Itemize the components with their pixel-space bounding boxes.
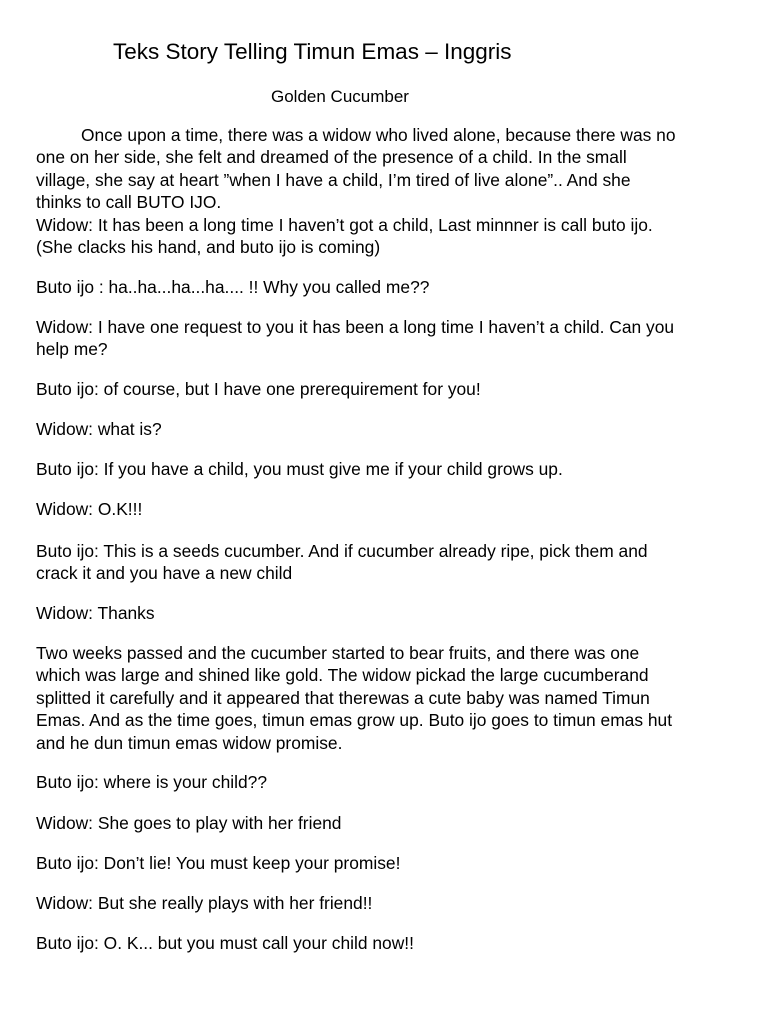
text-line: crack it and you have a new child <box>36 563 293 584</box>
text-line: which was large and shined like gold. The widow pickad the large cucumberand <box>36 665 649 686</box>
text-line: Widow: Thanks <box>36 603 155 623</box>
text-line: Widow: She goes to play with her friend <box>36 813 342 833</box>
dialogue-line <box>36 458 736 480</box>
text-line: Widow: But she really plays with her friend!! <box>36 893 373 913</box>
dialogue-line <box>36 540 736 585</box>
text-line: help me? <box>36 339 108 360</box>
text-line: splitted it carefully and it appeared that therewas a cute baby was named Timun <box>36 687 650 708</box>
text-line: and he dun timun emas widow promise. <box>36 732 343 753</box>
story-subtitle: Golden Cucumber <box>271 87 409 106</box>
text-line: Widow: what is? <box>36 419 162 439</box>
text-line: (She clacks his hand, and buto ijo is coming) <box>36 237 381 258</box>
dialogue-line <box>36 418 736 440</box>
text-line: Buto ijo : ha..ha...ha...ha.... !! Why you called me?? <box>36 277 430 297</box>
dialogue-line <box>36 932 736 954</box>
dialogue-line <box>36 812 736 834</box>
text-line: Buto ijo: where is your child?? <box>36 772 268 792</box>
text-line: thinks to call BUTO IJO. <box>36 192 222 213</box>
text-line: one on her side, she felt and dreamed of the presence of a child. In the small <box>36 147 627 168</box>
dialogue-line <box>36 892 736 914</box>
text-line: Widow: I have one request to you it has been a long time I haven’t a child. Can you <box>36 317 675 337</box>
text-line: Widow: It has been a long time I haven’t got a child, Last minnner is call buto ijo. <box>36 214 653 235</box>
document-title: Teks Story Telling Timun Emas – Inggris <box>113 39 512 64</box>
dialogue-line <box>36 498 736 520</box>
text-line: Buto ijo: This is a seeds cucumber. And if cucumber already ripe, pick them and <box>36 541 648 561</box>
dialogue-line <box>36 316 736 361</box>
text-line: Buto ijo: O. K... but you must call your child now!! <box>36 933 414 953</box>
text-line: Buto ijo: If you have a child, you must give me if your child grows up. <box>36 459 563 479</box>
intro-paragraph <box>36 124 736 258</box>
text-line: Two weeks passed and the cucumber started to bear fruits, and there was one <box>36 643 640 663</box>
text-line: Buto ijo: Don’t lie! You must keep your promise! <box>36 853 401 873</box>
dialogue-line <box>36 378 736 400</box>
text-line: Emas. And as the time goes, timun emas grow up. Buto ijo goes to timun emas hut <box>36 710 673 731</box>
text-line: Widow: O.K!!! <box>36 499 143 519</box>
dialogue-line <box>36 771 736 793</box>
narration-paragraph <box>36 642 736 754</box>
dialogue-line <box>36 852 736 874</box>
dialogue-line <box>36 602 736 624</box>
text-line: Once upon a time, there was a widow who lived alone, because there was no <box>81 125 676 145</box>
text-line: Buto ijo: of course, but I have one prerequirement for you! <box>36 379 481 399</box>
dialogue-line <box>36 276 736 298</box>
text-line: village, she say at heart ”when I have a child, I’m tired of live alone”.. And she <box>36 169 631 190</box>
